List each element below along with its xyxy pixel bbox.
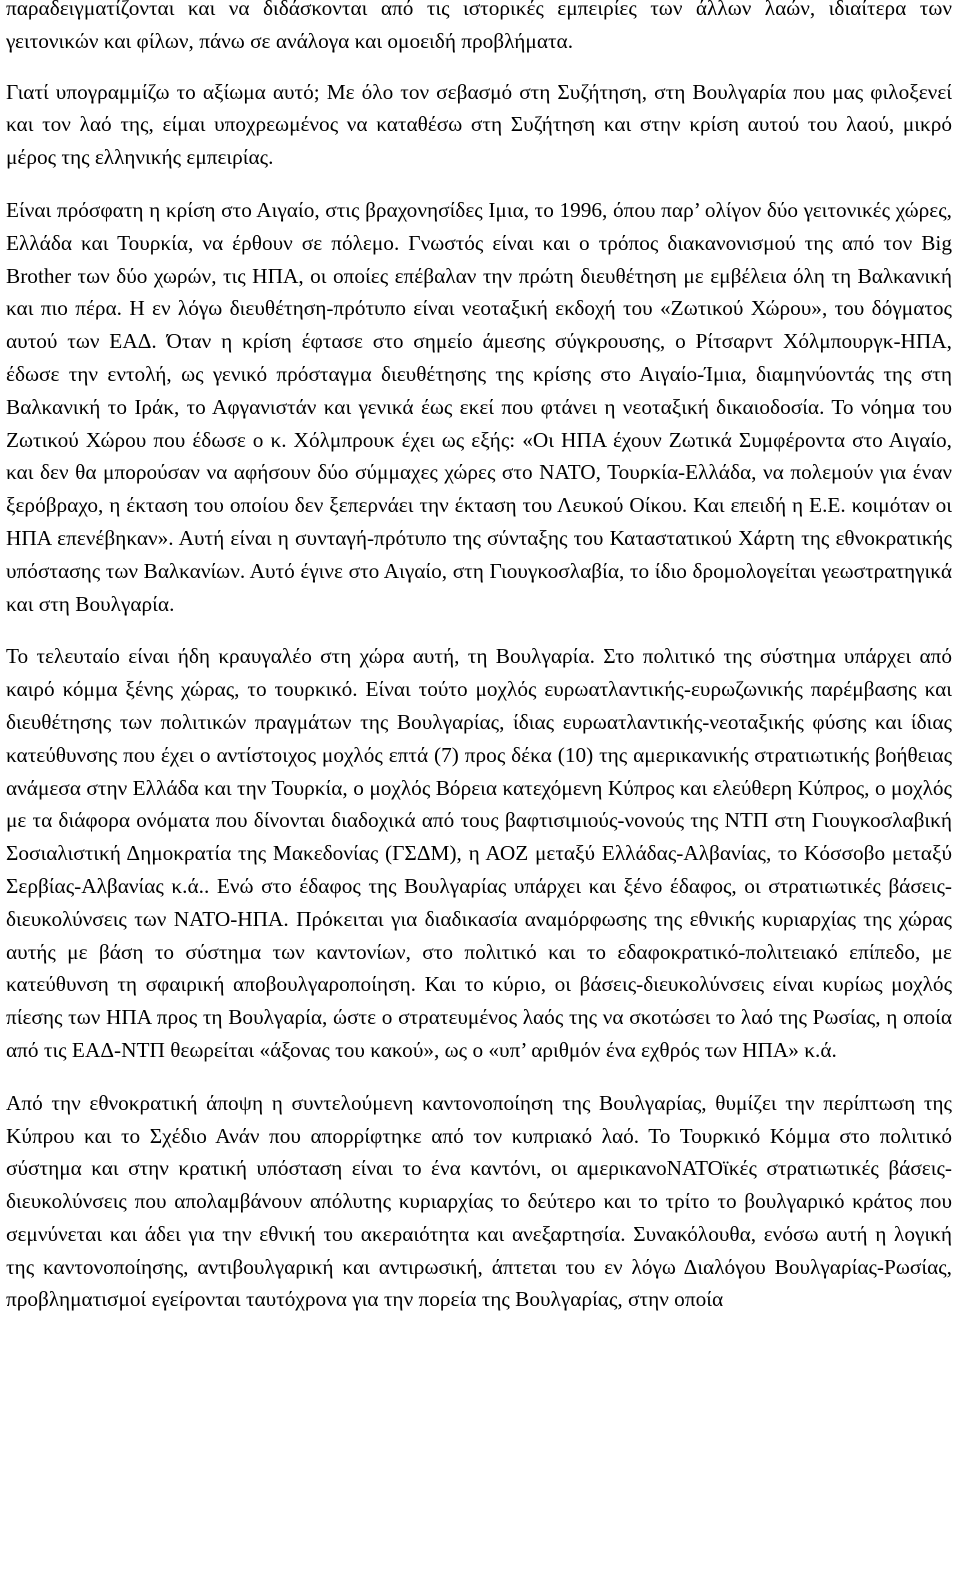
paragraph-5: Από την εθνοκρατική άποψη η συντελούμενη καντονοποίηση της Βουλγαρίας, θυμίζει την περίπτωση της Κύπρου και το Σχέδιο Ανάν που απορρίφτηκε από τον κυπριακό λαό. Το Τουρκικό Κόμμα στο πολιτικό σύστημα και στην κρατική υπόσταση είναι το ένα καντόνι, οι αμερικανοΝΑΤΟϊκές στρατιωτικές βάσεις-διευκολύνσεις που απολαμβάνουν απόλυτης κυριαρχίας το δεύτερο και το τρίτο το βουλγαρικό κράτος που σεμνύνεται και άδει για την εθνική του ακεραιότητα και ανεξαρτησία. Συνακόλουθα, ενόσω αυτή η λογική της καντονοποίησης, αντιβουλγαρική και αντιρωσική, άπτεται του εν λόγω Διαλόγου Βουλγαρίας-Ρωσίας, προβληματισμοί εγείρονται ταυτόχρονα για την πορεία της Βουλγαρίας, στην οποία (6, 1090, 952, 1312)
paragraph-4: Το τελευταίο είναι ήδη κραυγαλέο στη χώρα αυτή, τη Βουλγαρία. Στο πολιτικό της σύστημα υπάρχει από καιρό κόμμα ξένης χώρας, το τουρκικό. Είναι τούτο μοχλός ευρωατλαντικής-ευρωζωνικής παρέμβασης και διευθέτησης των πολιτικών πραγμάτων της Βουλγαρίας, ίδιας ευρωατλαντικής-νεοταξικής φύσης και ίδιας κατεύθυνσης που έχει ο αντίστοιχος μοχλός επτά (7) προς δέκα (10) της αμερικανικής στρατιωτικής βοήθειας ανάμεσα στην Ελλάδα και την Τουρκία, ο μοχλός Βόρεια κατεχόμενη Κύπρος και ελεύθερη Κύπρος, ο μοχλός με τα διάφορα ονόματα που δίνονται διαδοχικά από τους βαφτισιμιούς-νονούς της ΝΤΠ στη Γιουγκοσλαβική Σοσιαλιστική Δημοκρατία της Μακεδονίας (ΓΣΔΜ), η ΑΟΖ μεταξύ Ελλάδας-Αλβανίας, το Κόσσοβο μεταξύ Σερβίας-Αλβανίας κ.ά.. Ενώ στο έδαφος της Βουλγαρίας υπάρχει και ξένο έδαφος, οι στρατιωτικές βάσεις-διευκολύνσεις των ΝΑΤΟ-ΗΠΑ. Πρόκειται για διαδικασία αναμόρφωσης της εθνικής κυριαρχίας της χώρας αυτής με βάση το σύστημα των καντονίων, στο πολιτικό και το εδαφοκρατικό-πολιτειακό επίπεδο, με κατεύθυνση τη σφαιρική αποβουλγαροποίηση. Και το κύριο, οι βάσεις-διευκολύνσεις είναι κυρίως μοχλός πίεσης των ΗΠΑ προς τη Βουλγαρία, ώστε ο στρατευμένος λαός της να σκοτώσει το λαό της Ρωσίας, η οποία από τις ΕΑΔ-ΝΤΠ θεωρείται «άξονας του κακού», ως ο «υπ’ αριθμόν ένα εχθρός των ΗΠΑ» κ.ά. (6, 644, 952, 1062)
paragraph-3: Είναι πρόσφατη η κρίση στο Αιγαίο, στις βραχονησίδες Ιμια, το 1996, όπου παρ’ ολίγον δύο γειτονικές χώρες, Ελλάδα και Τουρκία, να έρθουν σε πόλεμο. Γνωστός είναι και ο τρόπος διακανονισμού της από τον Big Brother των δύο χωρών, τις ΗΠΑ, οι οποίες επέβαλαν την πρώτη διευθέτηση με εμβέλεια όλη τη Βαλκανική και πιο πέρα. Η εν λόγω διευθέτηση-πρότυπο είναι νεοταξική εκδοχή του «Ζωτικού Χώρου», του δόγματος αυτού των ΕΑΔ. Όταν η κρίση έφτασε στο σημείο άμεσης σύγκρουσης, ο Ρίτσαρντ Χόλμπουργκ-ΗΠΑ, έδωσε την εντολή, ως γενικό πρόσταγμα διευθέτησης της κρίσης στο Αιγαίο-Ίμια, διαμηνύοντάς της στη Βαλκανική το Ιράκ, το Αφγανιστάν και γενικά έως εκεί που φτάνει η νεοταξική δικαιοδοσία. Το νόημα του Ζωτικού Χώρου που έδωσε ο κ. Χόλμπρουκ έχει ως εξής: «Οι ΗΠΑ έχουν Ζωτικά Συμφέροντα στο Αιγαίο, και δεν θα μπορούσαν να αφήσουν δύο σύμμαχες χώρες στο ΝΑΤΟ, Τουρκία-Ελλάδα, να πολεμούν για έναν ξερόβραχο, η έκταση του οποίου δεν ξεπερνάει την έκταση του Λευκού Οίκου. Και επειδή η Ε.Ε. κοιμόταν οι ΗΠΑ επενέβηκαν». Αυτή είναι η συνταγή-πρότυπο της σύνταξης του Καταστατικού Χάρτη της εθνοκρατικής υπόστασης των Βαλκανίων. Αυτό έγινε στο Αιγαίο, στη Γιουγκοσλαβία, το ίδιο δρομολογείται γεωστρατηγικά και στη Βουλγαρία. (6, 197, 952, 616)
paragraph-1: παραδειγματίζονται και να διδάσκονται από τις ιστορικές εμπειρίες των άλλων λαών, ιδιαίτερα των γειτονικών και φίλων, πάνω σε ανάλογα και ομοειδή προβλήματα. (6, 0, 952, 53)
document-page (6, 0, 952, 1336)
paragraph-2: Γιατί υπογραμμίζω το αξίωμα αυτό; Με όλο τον σεβασμό στη Συζήτηση, στη Βουλγαρία που μας φιλοξενεί και τον λαό της, είμαι υποχρεωμένος να καταθέσω στη Συζήτηση και στην κρίση αυτού του λαού, μικρό μέρος της ελληνικής εμπειρίας. (6, 79, 952, 170)
